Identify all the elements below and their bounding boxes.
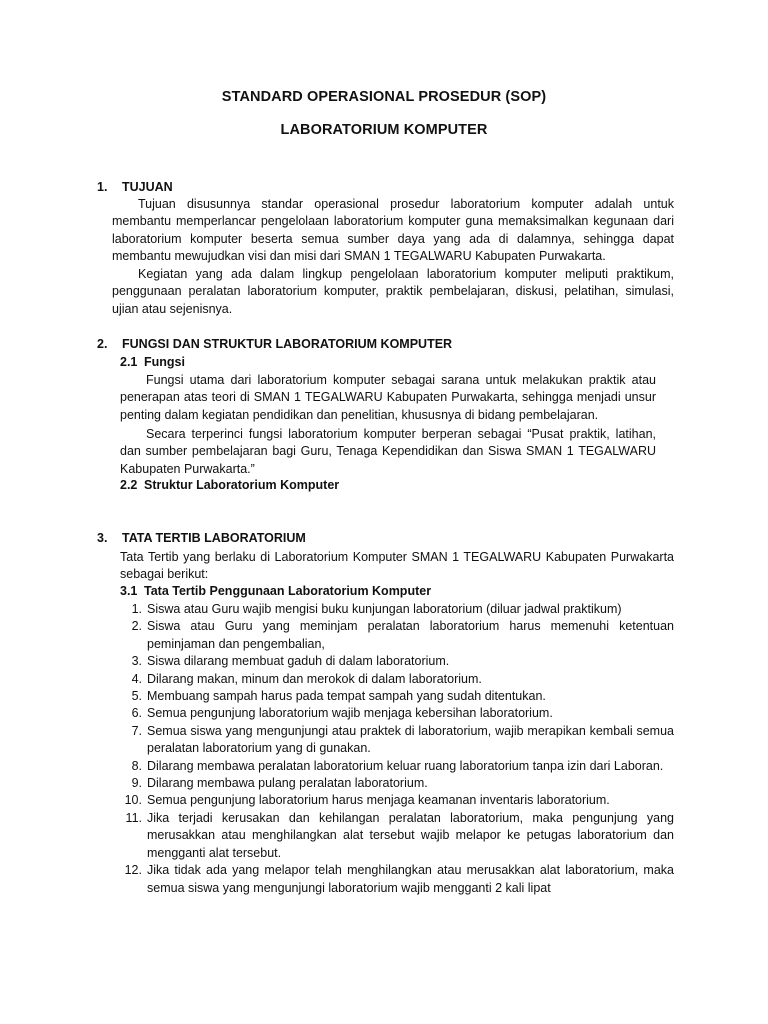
list-item xyxy=(120,792,674,809)
list-item-text: Semua pengunjung laboratorium harus menjaga keamanan inventaris laboratorium. xyxy=(147,793,610,808)
list-item xyxy=(120,705,674,722)
list-item-text: Dilarang makan, minum dan merokok di dalam laboratorium. xyxy=(147,671,482,686)
list-item xyxy=(120,601,674,618)
list-item xyxy=(120,671,674,688)
list-item-text: Semua siswa yang mengunjungi atau praktek di laboratorium, wajib merapikan kembali semua peralatan laboratorium yang di gunakan. xyxy=(147,723,674,756)
subsection-title: Tata Tertib Penggunaan Laboratorium Komputer xyxy=(144,584,432,598)
list-item-text: Dilarang membawa pulang peralatan laboratorium. xyxy=(147,776,428,791)
subsection-number: 3.1 xyxy=(120,584,138,598)
list-item-number: 7. xyxy=(131,723,142,738)
list-item-number: 8. xyxy=(131,758,142,773)
list-item-text: Jika tidak ada yang melapor telah menghilangkan atau merusakkan alat laboratorium, maka semua siswa yang mengunjungi laboratorium wajib mengganti 2 kali lipat xyxy=(147,863,674,895)
subsection-number: 2.2 xyxy=(120,478,138,492)
section-title: TUJUAN xyxy=(122,180,173,194)
list-item-text: Membuang sampah harus pada tempat sampah yang sudah ditentukan. xyxy=(147,689,546,704)
list-item-text: Siswa dilarang membuat gaduh di dalam laboratorium. xyxy=(147,654,450,669)
list-item xyxy=(120,758,674,775)
list-item-number: 4. xyxy=(131,671,142,686)
subsection-2-1-paragraph-1: Fungsi utama dari laboratorium komputer sebagai sarana untuk melakukan praktik atau penerapan atas teori di SMAN 1 TEGALWARU Kabupaten Purwakarta, sehingga menjadi unsur penting dalam kegiatan pendidikan dan penelitian, khususnya di bidang pembelajaran. xyxy=(120,373,656,422)
list-item-text: Dilarang membawa peralatan laboratorium keluar ruang laboratorium tanpa izin dari Laboran. xyxy=(147,758,664,773)
list-item-text: Jika terjadi kerusakan dan kehilangan peralatan laboratorium, maka pengunjung yang merusakkan atau menghilangkan alat tersebut wajib melapor ke petugas laboratorium dan mengganti alat tersebut. xyxy=(147,810,674,860)
list-item-number: 6. xyxy=(131,706,142,721)
list-item-text: Siswa atau Guru yang meminjam peralatan laboratorium harus memenuhi ketentuan peminjaman dan pengembalian, xyxy=(147,619,674,651)
list-item xyxy=(120,775,674,792)
list-item xyxy=(120,618,674,653)
list-item-text: Semua pengunjung laboratorium wajib menjaga kebersihan laboratorium. xyxy=(147,706,553,721)
section-number: 3. xyxy=(97,531,108,545)
section-1-paragraph-2: Kegiatan yang ada dalam lingkup pengelolaan laboratorium komputer meliputi praktikum, penggunaan peralatan laboratorium komputer, praktik pembelajaran, diskusi, pelatihan, simulasi, ujian atau sejenisnya. xyxy=(112,267,674,316)
list-item-number: 5. xyxy=(131,689,142,704)
subsection-2-2-heading xyxy=(120,478,339,492)
list-item xyxy=(120,688,674,705)
section-number: 2. xyxy=(97,337,108,351)
list-item-number: 10. xyxy=(124,793,142,808)
subsection-number: 2.1 xyxy=(120,355,138,369)
list-item-number: 1. xyxy=(131,602,142,616)
document-title: STANDARD OPERASIONAL PROSEDUR (SOP) xyxy=(221,89,547,105)
subsection-3-1-heading xyxy=(120,584,431,598)
list-item xyxy=(120,723,674,758)
list-item-text: Siswa atau Guru wajib mengisi buku kunjungan laboratorium (diluar jadwal praktikum) xyxy=(147,602,622,616)
subsection-title: Fungsi xyxy=(144,355,185,369)
document-subtitle: LABORATORIUM KOMPUTER xyxy=(280,122,488,138)
list-item-number: 2. xyxy=(131,619,142,634)
section-1-paragraph-1: Tujuan disusunnya standar operasional prosedur laboratorium komputer adalah untuk membantu memperlancar pengelolaan laboratorium komputer guna memaksimalkan kegunaan dari laboratorium komputer beserta semua sumber daya yang ada di dalamnya, sehingga dapat membantu mewujudkan visi dan misi dari SMAN 1 TEGALWARU Kabupaten Purwakarta. xyxy=(112,197,674,264)
section-3-intro: Tata Tertib yang berlaku di Laboratorium Komputer SMAN 1 TEGALWARU Kabupaten Purwakarta sebagai berikut: xyxy=(120,550,674,582)
section-title: TATA TERTIB LABORATORIUM xyxy=(122,531,306,545)
list-item-number: 3. xyxy=(131,654,142,669)
rules-list xyxy=(120,601,674,897)
subsection-2-1-paragraph-2: Secara terperinci fungsi laboratorium komputer berperan sebagai “Pusat praktik, latihan, dan sumber pembelajaran bagi Guru, Tenaga Kependidikan dan Siswa SMAN 1 TEGALWARU Kabupaten Purwakarta.” xyxy=(120,427,656,476)
list-item-number: 11. xyxy=(125,810,142,825)
section-number: 1. xyxy=(97,180,108,194)
list-item-number: 9. xyxy=(131,776,142,791)
list-item-number: 12. xyxy=(124,863,142,878)
list-item xyxy=(120,862,674,897)
list-item xyxy=(120,810,674,862)
list-item xyxy=(120,653,674,670)
subsection-title: Struktur Laboratorium Komputer xyxy=(144,478,340,492)
section-title: FUNGSI DAN STRUKTUR LABORATORIUM KOMPUTER xyxy=(122,337,453,351)
subsection-2-1-heading xyxy=(120,355,185,369)
